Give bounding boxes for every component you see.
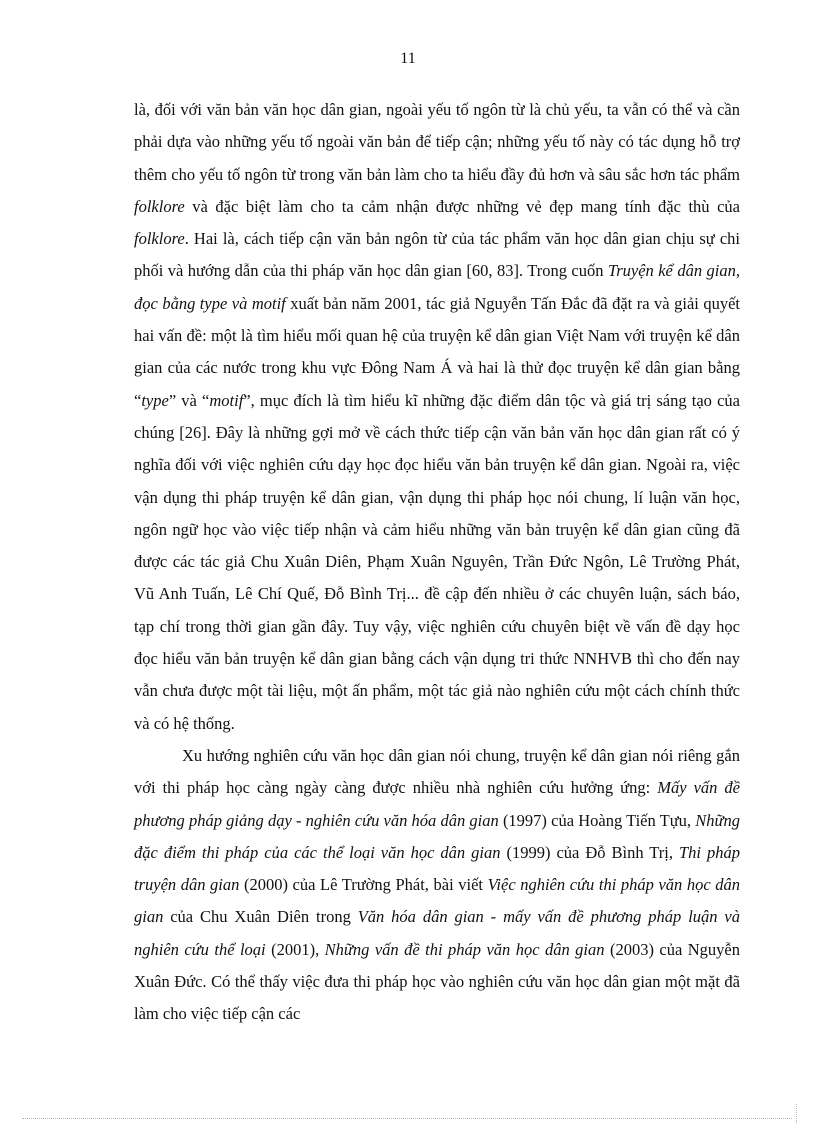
italic-title-run: Những vấn đề thi pháp văn học dân gian: [324, 939, 605, 959]
italic-title-run: Truyện kể dân gian, đọc bằng type và motif: [134, 261, 740, 313]
body-text: [134, 94, 740, 1031]
text-run: của Chu Xuân Diên trong: [163, 907, 358, 927]
italic-title-run: Văn hóa dân gian - mấy vấn đề phương pháp luận và nghiên cứu thể loại: [134, 907, 740, 959]
text-run: (2000) của Lê Trường Phát, bài viết: [239, 875, 488, 895]
italic-title-run: Những đặc điểm thi pháp của các thể loại văn học dân gian: [134, 810, 740, 862]
text-run: (2003) của Nguyễn Xuân Đức. Có thể thấy việc đưa thi pháp học vào nghiên cứu văn học dân gian một mặt đã làm cho việc tiếp cận các: [134, 939, 740, 1024]
page-bottom-border: [22, 1118, 792, 1119]
text-run: là, đối với văn bản văn học dân gian, ngoài yếu tố ngôn từ là chủ yếu, ta vẫn có thể và cần phải dựa vào những yếu tố ngoài văn bản để tiếp cận; những yếu tố này có tác dụng hỗ trợ thêm cho yếu tố ngôn từ trong văn bản làm cho ta hiểu đầy đủ hơn và sâu sắc hơn tác phẩm: [134, 100, 740, 184]
text-run: và đặc biệt làm cho ta cảm nhận được những vẻ đẹp mang tính đặc thù của: [184, 196, 740, 216]
italic-title-run: Thi pháp truyện dân gian: [134, 842, 741, 895]
text-run: ”, mục đích là tìm hiểu kĩ những đặc điểm dân tộc và giá trị sáng tạo của chúng [26]. Đây là những gợi mở về cách thức tiếp cận văn bản văn học dân gian rất có ý nghĩa đối với việc nghiên cứu dạy học đọc hiểu văn bản truyện kể dân gian. Ngoài ra, việc vận dụng thi pháp truyện kể dân gian, vận dụng thi pháp học nói chung, lí luận văn học, ngôn ngữ học vào việc tiếp nhận và cảm hiểu những văn bản truyện kể dân gian cũng đã được các tác giả Chu Xuân Diên, Phạm Xuân Nguyên, Trần Đức Ngôn, Lê Trường Phát, Vũ Anh Tuấn, Lê Chí Quế, Đỗ Bình Trị... đề cập đến nhiều ở các chuyên luận, sách báo, tạp chí trong thời gian gần đây. Tuy vậy, việc nghiên cứu chuyên biệt về vấn đề dạy học đọc hiểu văn bản truyện kể dân gian bằng cách vận dụng tri thức NNHVB thì cho đến nay vẫn chưa được một tài liệu, một ấn phẩm, một tác giả nào nghiên cứu một cách chính thức và có hệ thống.: [134, 390, 740, 733]
page-number: 11: [400, 50, 416, 67]
page-corner-mark: [796, 1104, 798, 1123]
paragraph: [134, 740, 740, 1031]
italic-title-run: motif: [209, 390, 244, 410]
text-run: . Hai là, cách tiếp cận văn bản ngôn từ của tác phẩm văn học dân gian chịu sự chi phối và hướng dẫn của thi pháp văn học dân gian [60, 83]. Trong cuốn: [134, 229, 740, 281]
italic-title-run: folklore: [134, 229, 185, 249]
italic-title-run: Việc nghiên cứu thi pháp văn học dân gian: [134, 875, 740, 927]
text-run: Xu hướng nghiên cứu văn học dân gian nói chung, truyện kể dân gian nói riêng gắn với thi pháp học càng ngày càng được nhiều nhà nghiên cứu hưởng ứng:: [134, 745, 740, 798]
italic-title-run: Mấy vấn đề phương pháp giảng dạy - nghiên cứu văn hóa dân gian: [134, 778, 740, 830]
text-run: (1997) của Hoàng Tiến Tựu,: [498, 810, 696, 830]
italic-title-run: type: [141, 390, 169, 410]
text-run: xuất bản năm 2001, tác giả Nguyễn Tấn Đắc đã đặt ra và giải quyết hai vấn đề: một là tìm hiểu mối quan hệ của truyện kể dân gian Việt Nam với truyện kể dân gian của các nước trong khu vực Đông Nam Á và hai là thử đọc truyện kể dân gian bằng “: [134, 293, 741, 410]
text-run: (1999) của Đỗ Bình Trị,: [500, 842, 679, 862]
text-run: ” và “: [168, 390, 210, 410]
italic-title-run: folklore: [134, 196, 185, 216]
text-run: (2001),: [265, 939, 325, 959]
paragraph: [134, 94, 740, 740]
